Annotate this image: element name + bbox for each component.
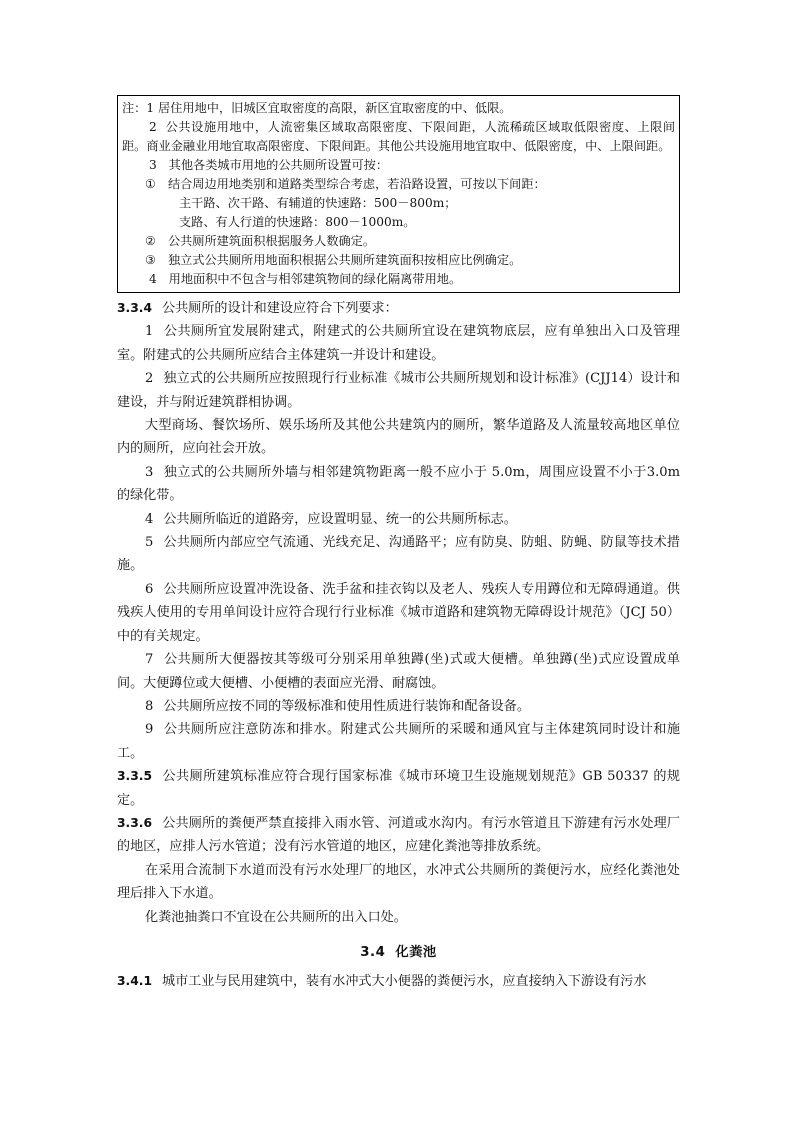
clause-text: 城市工业与民用建筑中，装有水冲式大小便器的粪便污水，应直接纳入下游设有污水 [162, 974, 647, 990]
note-text: 居住用地中，旧城区宜取密度的高限，新区宜取密度的中、低限。 [158, 101, 512, 115]
clause-text: 公共厕所建筑标准应符合现行国家标准《城市环境卫生设施规划规范》GB 50337 的规定。 [117, 769, 680, 808]
note-number: 1 [146, 101, 155, 115]
item-number: 9 [145, 722, 154, 738]
note-text: 公共厕所建筑面积根据服务人数确定。 [167, 234, 376, 248]
note-3 [122, 156, 675, 175]
circled-number: ② [145, 234, 156, 248]
note-4 [122, 270, 675, 289]
item-text: 公共厕所临近的道路旁，应设置明显、统一的公共厕所标志。 [163, 511, 517, 527]
item-text: 公共厕所应按不同的等级标准和使用性质进行装饰和配备设备。 [163, 698, 530, 714]
notes-prefix: 注： [122, 101, 147, 115]
item-text: 公共厕所应注意防冻和排水。附建式公共厕所的采暖和通风宜与主体建筑同时设计和施工。 [117, 722, 680, 761]
note-text: 主干路、次干路、有辅道的快速路：500－800m； [179, 196, 457, 210]
item-text: 公共厕所内部应空气流通、光线充足、沟通路平；应有防臭、防蛆、防蝇、防鼠等技术措施。 [117, 535, 680, 574]
item-text: 独立式的公共厕所应按照现行行业标准《城市公共厕所规划和设计标准》(CJJ14）设计和建设，并与附近建筑群相协调。 [117, 371, 680, 410]
note-3-item-2 [122, 232, 675, 251]
clause-3-3-4-item-2-extra [117, 414, 680, 461]
item-number: 7 [145, 652, 154, 668]
item-number: 4 [145, 511, 154, 527]
note-text: 其他各类城市用地的公共厕所设置可按： [168, 158, 389, 172]
note-3-item-1 [122, 175, 675, 194]
clause-3-4-1 [117, 970, 680, 993]
clause-text: 公共厕所的粪便严禁直接排入雨水管、河道或水沟内。有污水管道且下游建有污水处理厂的地区，应排人污水管道；没有污水管道的地区，应建化粪池等排放系统。 [117, 815, 680, 855]
circled-number: ① [145, 177, 156, 191]
note-3-item-3 [122, 251, 675, 270]
note-text: 支路、有人行道的快速路：800－1000m。 [179, 215, 416, 229]
item-number: 5 [145, 535, 154, 551]
item-text: 公共厕所大便器按其等级可分别采用单独蹲(坐)式或大便槽。单独蹲(坐)式应设置成单间。大便蹲位或大便槽、小便槽的表面应光滑、耐腐蚀。 [117, 652, 680, 691]
clause-text: 公共厕所的设计和建设应符合下列要求： [162, 301, 398, 316]
clause-3-3-4-item-3 [117, 461, 680, 508]
note-3-item-1-line-1 [122, 194, 675, 213]
note-1 [122, 99, 675, 118]
item-text: 公共厕所宜发展附建式，附建式的公共厕所宜设在建筑物底层，应有单独出入口及管理室。附建式的公共厕所应结合主体建筑一并设计和建设。 [117, 324, 680, 363]
section-title: 化粪池 [395, 944, 437, 960]
note-text: 用地面积中不包含与相邻建筑物间的绿化隔离带用地。 [168, 272, 462, 286]
clause-3-3-6 [117, 812, 680, 859]
clause-number: 3.3.6 [117, 815, 153, 830]
clause-3-3-4-item-8 [117, 695, 680, 718]
clause-text: 在采用合流制下水道而没有污水处理厂的地区，水冲式公共厕所的粪便污水，应经化粪池处理后排入下水道。 [117, 862, 680, 902]
note-number: 2 [149, 120, 157, 134]
clause-number: 3.3.5 [117, 769, 153, 784]
note-text: 独立式公共厕所用地面积根据公共厕所建筑面积按相应比例确定。 [167, 253, 522, 267]
note-text: 结合周边用地类别和道路类型综合考虑，若沿路设置，可按以下间距： [167, 177, 546, 191]
clause-3-3-4-item-7 [117, 648, 680, 695]
clause-3-3-4-item-6 [117, 578, 680, 648]
clause-text: 化粪池抽粪口不宜设在公共厕所的出入口处。 [145, 909, 407, 925]
note-number: 3 [149, 158, 157, 172]
body-text [117, 297, 680, 994]
notes-box [117, 95, 680, 293]
note-number: 4 [149, 272, 157, 286]
note-3-item-1-line-2 [122, 213, 675, 232]
document-page [117, 95, 680, 994]
clause-3-3-5 [117, 765, 680, 812]
section-number: 3.4 [360, 944, 386, 960]
item-number: 1 [145, 324, 154, 340]
clause-3-3-4-item-4 [117, 508, 680, 531]
item-text: 大型商场、餐饮场所、娱乐场所及其他公共建筑内的厕所，繁华道路及人流量较高地区单位内的厕所，应向社会开放。 [117, 418, 680, 457]
clause-3-3-6-para-3 [117, 906, 680, 929]
clause-number: 3.3.4 [117, 301, 153, 315]
clause-3-3-4-item-9 [117, 718, 680, 765]
clause-3-3-4 [117, 297, 680, 320]
clause-3-3-4-item-5 [117, 531, 680, 578]
note-2 [122, 118, 675, 156]
item-number: 3 [145, 464, 154, 480]
item-text: 公共厕所应设置冲洗设备、洗手盆和挂衣钩以及老人、残疾人专用蹲位和无障碍通道。供残疾人使用的专用单间设计应符合现行行业标准《城市道路和建筑物无障碍设计规范》（JCJ 50）中的有关规定。 [117, 581, 680, 644]
clause-3-3-4-item-1 [117, 320, 680, 367]
item-text: 独立式的公共厕所外墙与相邻建筑物距离一般不应小于 5.0m，周围应设置不小于3.0m 的绿化带。 [117, 464, 680, 504]
item-number: 8 [145, 698, 154, 714]
circled-number: ③ [145, 253, 156, 267]
item-number: 6 [145, 581, 154, 597]
clause-3-3-4-item-2 [117, 367, 680, 414]
note-text: 公共设施用地中，人流密集区域取高限密度、下限间距，人流稀疏区域取低限密度、上限间距。商业金融业用地宜取高限密度、下限间距。其他公共设施用地宜取中、低限密度，中、上限间距。 [122, 120, 676, 153]
section-heading [117, 941, 680, 964]
clause-3-3-6-para-2 [117, 859, 680, 906]
item-number: 2 [145, 371, 154, 387]
clause-number: 3.4.1 [117, 974, 153, 989]
